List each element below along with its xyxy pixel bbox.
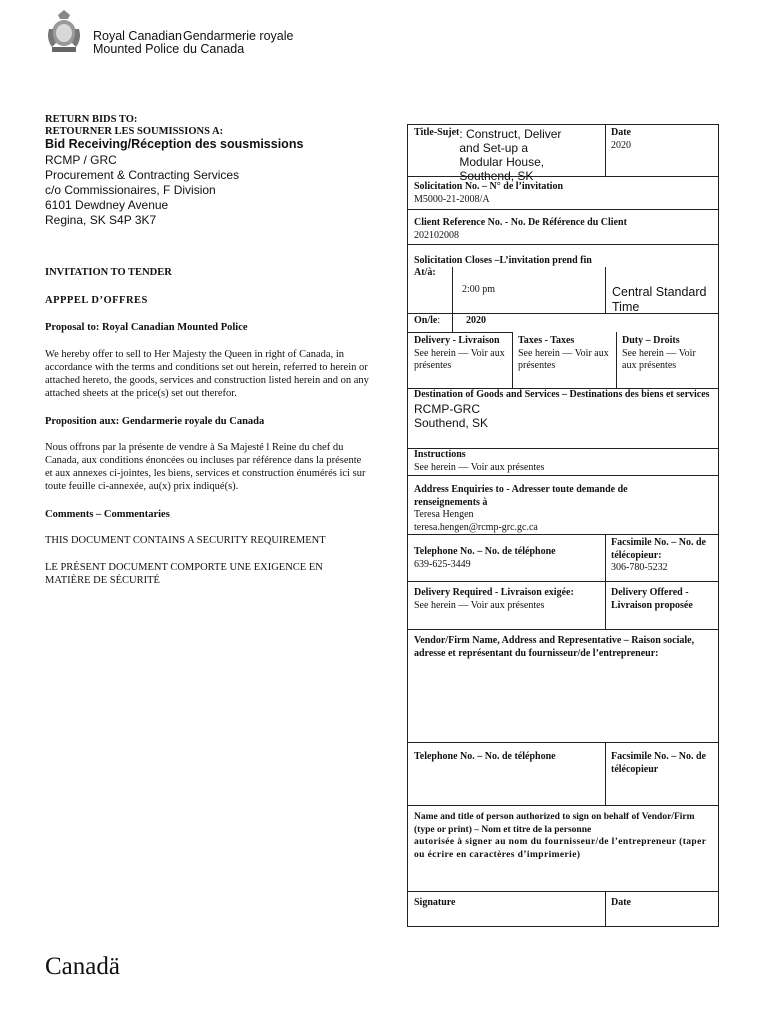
enquiries-label: Address Enquiries to - Adresser toute demande de renseignements à [414,484,628,508]
vendor-telephone-label: Telephone No. – No. de téléphone [414,751,556,762]
address-line-5: Regina, SK S4P 3K7 [45,213,157,227]
delivery-required-cell [408,585,605,614]
fax-label: Facsimile No. – No. de télécopieur: [611,537,706,561]
duty-cell [616,333,718,375]
rcmp-crest-icon [44,9,84,55]
fax-value: 306-780-5232 [611,562,668,573]
tender-form-table [407,124,719,927]
destination-value-1: RCMP-GRC [414,401,480,416]
taxes-value: See herein — Voir aux présentes [518,347,609,371]
comments-label: Comments – Commentaries [45,509,170,520]
offer-text-fr: Nous offrons par la présente de vendre à Sa Majesté l Reine du chef du Canada, aux conditions énoncées ou incluses par référence dans la présente et aux annexes ci-jointes, les biens, services et construction énumérés ici sur toute feuille ci-annexée, au(x) prix indiqué(s). [45,442,366,492]
enquiries-name: Teresa Hengen [414,509,474,520]
vendor-fax-field[interactable] [605,749,718,805]
address-line-1: RCMP / GRC [45,153,117,167]
closing-time: 2:00 pm [462,284,496,295]
destination-label: Destination of Goods and Services – Destinations des biens et services [414,389,710,400]
return-bids-fr: RETOURNER LES SOUMISSIONS A: [45,126,224,137]
header-rcmp-fr-line1: Gendarmerie royale [183,29,294,43]
title-value: : Construct, Deliver and Set-up a Modular House, Southend, SK [459,127,562,183]
address-line-4: 6101 Dewdney Avenue [45,198,169,212]
client-ref-label: Client Reference No. - No. De Référence du Client [414,217,627,228]
delivery-required-label: Delivery Required - Livraison exigée: [414,587,574,598]
header-rcmp-fr-line2: du Canada [183,42,245,56]
on-label: On/le: [414,315,441,326]
fax-cell [605,535,718,577]
destination-cell [408,387,718,432]
authorized-person-field[interactable] [408,809,718,891]
instructions-label: Instructions [414,449,466,460]
delivery-offered-cell[interactable] [605,585,718,614]
date-label: Date [611,127,631,138]
title-label: Title-Sujet [414,127,460,138]
client-ref-cell [408,215,718,244]
at-label: At/à: [414,267,436,278]
vendor-label: Vendor/Firm Name, Address and Representative – Raison sociale, adresse et représentant du fournisseur/de l’entrepreneur: [414,635,695,659]
on-value: 2020 [466,315,486,326]
taxes-label: Taxes - Taxes [518,335,575,346]
enquiries-cell [408,482,698,536]
proposition-aux: Proposition aux: Gendarmerie royale du Canada [45,416,265,427]
closes-label: Solicitation Closes –L’invitation prend fin [414,255,592,266]
instructions-value: See herein — Voir aux présentes [414,461,545,473]
delivery-required-value: See herein — Voir aux présentes [414,599,545,611]
title-cell [408,125,605,183]
address-line-3: c/o Commissionaires, F Division [45,183,216,197]
offer-text-en: We hereby offer to sell to Her Majesty the Queen in right of Canada, in accordance with the terms and conditions set out herein, referred to herein or attached hereto, the goods, services and construction listed herein and on any attached sheets at the price(s) set out therefor. [45,349,369,399]
duty-label: Duty – Droits [622,335,680,346]
instructions-cell [408,447,718,476]
signature-date-field[interactable]: Date [611,897,631,908]
telephone-value: 639-625-3449 [414,558,471,570]
timezone: Central Standard Time [612,285,707,314]
authorized-label-1: Name and title of person authorized to sign on behalf of Vendor/Firm (type or print) – Nom et titre de la personne [414,812,695,835]
solicitation-cell [408,179,718,208]
taxes-cell [512,333,616,375]
duty-value: See herein — Voir aux présentes [622,347,696,371]
delivery-cell [408,333,512,375]
telephone-label: Telephone No. – No. de téléphone [414,546,556,557]
signature-field[interactable]: Signature [414,897,456,908]
vendor-telephone-field[interactable] [408,749,605,805]
vendor-fax-label: Facsimile No. – No. de télécopieur [611,751,706,775]
proposal-to: Proposal to: Royal Canadian Mounted Police [45,322,248,333]
solicitation-label: Solicitation No. – N° de l’invitation [414,181,564,192]
invitation-to-tender: INVITATION TO TENDER [45,267,172,278]
date-value: 2020 [611,139,631,151]
delivery-value: See herein — Voir aux présentes [414,347,505,371]
vendor-name-field[interactable] [408,633,718,742]
security-requirement-fr: LE PRÉSENT DOCUMENT COMPORTE UNE EXIGENCE EN MATIÈRE DE SÉCURITÉ [45,562,323,586]
appel-doffres: APPPEL D’OFFRES [45,295,148,306]
security-requirement-en: THIS DOCUMENT CONTAINS A SECURITY REQUIREMENT [45,535,326,546]
delivery-offered-label: Delivery Offered - Livraison proposée [611,587,693,611]
header-rcmp-en-line2: Mounted Police [93,42,180,56]
date-cell [605,125,718,154]
solicitation-value: M5000-21-2008/A [414,193,490,205]
destination-value-2: Southend, SK [414,415,489,430]
authorized-label-2: autorisée à signer au nom du fournisseur/de l’entrepreneur (taper ou écrire en caractères d’imprimerie) [414,837,707,860]
client-ref-value: 202102008 [414,229,459,241]
telephone-cell [408,544,605,573]
canada-wordmark: Canadä [45,953,120,980]
delivery-label: Delivery - Livraison [414,335,500,346]
return-bids-en: RETURN BIDS TO: [45,114,138,125]
address-line-2: Procurement & Contracting Services [45,168,240,182]
enquiries-email[interactable]: teresa.hengen@rcmp-grc.gc.ca [414,521,538,533]
bid-receiving-heading: Bid Receiving/Réception des sousmissions [45,137,304,151]
header-rcmp-en-line1: Royal Canadian [93,29,182,43]
